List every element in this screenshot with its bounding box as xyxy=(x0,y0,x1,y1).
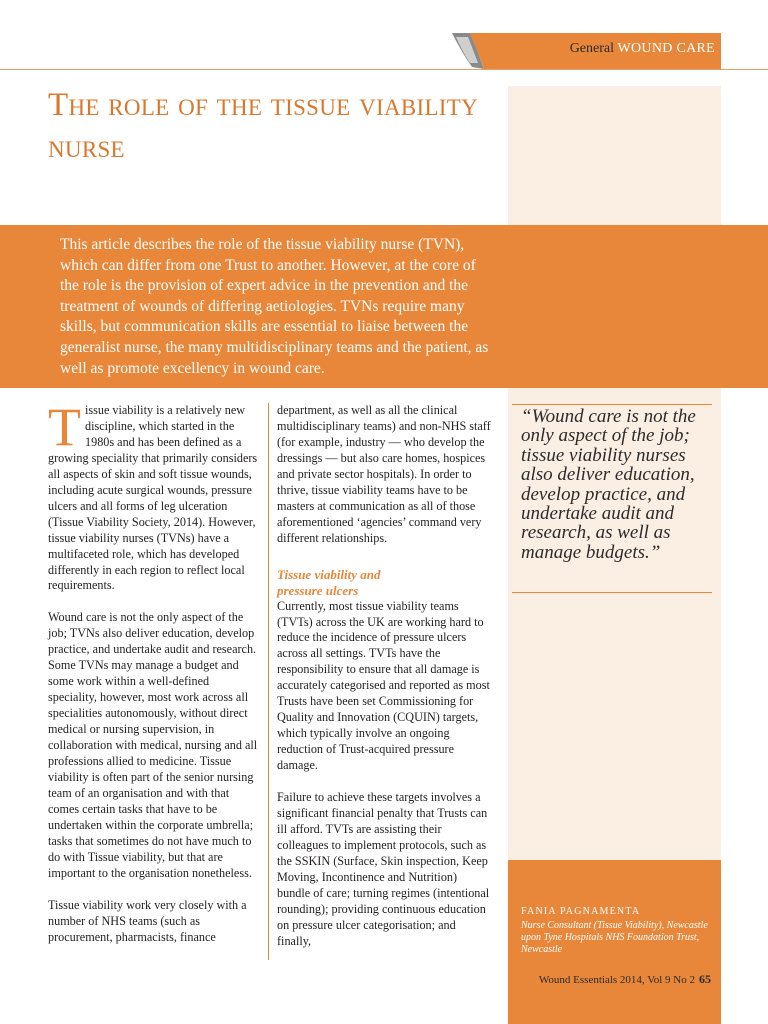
page-footer xyxy=(515,972,711,987)
body-paragraph: Tissue viability work very closely with a number of NHS teams (such as procurement, pharmacists, finance xyxy=(48,897,247,944)
paragraph-text: issue viability is a relatively new discipline, which started in the 1980s and has been defined as a growing speciality that primarily considers all aspects of skin and soft tissue wounds, including acute surgical wounds, pressure ulcers and all forms of leg ulceration (Tissue Viability Society, 2014). However, tissue viability nurses (TVNs) have a multifaceted role, which has developed differently in each region to reflect local requirements. xyxy=(48,403,258,593)
quote-rule-top xyxy=(512,404,712,405)
page-curl-icon xyxy=(452,33,484,69)
section-subheading: Tissue viability and pressure ulcers xyxy=(277,566,381,598)
abstract-text: This article describes the role of the tissue viability nurse (TVN), which can differ from one Trust to another. However, at the core of the role is the provision of expert advice in the prevention and the treatment of wounds of differing aetiologies. TVNs require many skills, but communication skills are essential to liaise between the generalist nurse, the many multidisciplinary teams and the patient, as well as promote excellency in wound care. xyxy=(60,236,489,377)
section-name: General xyxy=(569,41,614,56)
section-label xyxy=(490,41,715,57)
article-title: The role of the tissue viability nurse xyxy=(48,87,479,165)
body-paragraph xyxy=(48,397,260,594)
quote-rule-bottom xyxy=(512,592,712,593)
author-name: FANIA PAGNAMENTA xyxy=(521,906,641,917)
column-divider xyxy=(268,403,269,960)
header-rule xyxy=(0,69,768,70)
body-paragraph: Currently, most tissue viability teams (TVTs) across the UK are working hard to reduce the incidence of pressure ulcers across all settings. TVTs have the responsibility to ensure that all damage is accurately categorised and reported as most Trusts have been set Commissioning for Quality and Innovation (CQUIN) targets, which typically involve an ongoing reduction of Trust-acquired pressure damage. xyxy=(277,598,490,773)
body-column-1 xyxy=(48,397,260,962)
author-affiliation: Nurse Consultant (Tissue Viability), Newcastle upon Tyne Hospitals NHS Foundation Trust, Newcastle xyxy=(521,920,708,955)
body-paragraph: department, as well as all the clinical multidisciplinary teams) and non-NHS staff (for example, industry — who develop the dressings — but also care homes, hospices and private sector hospitals). In order to thrive, tissue viability teams have to be masters at communication as all of those aforementioned ‘agencies’ command very different relationships. xyxy=(277,403,491,545)
body-paragraph: Wound care is not the only aspect of the job; TVNs also deliver education, develop practice, and undertake audit and research. Some TVNs may manage a budget and some work within a well-defined speciality, however, most work across all specialities autonomously, without direct medical or nursing supervision, in collaboration with medical, nursing and all professions allied to medicine. Tissue viability is often part of the senior nursing team of an organisation and with that comes certain tasks that have to be undertaken within the corporate umbrella; tasks that sometimes do not have much to do with Tissue viability, but that are important to the organisation nonetheless. xyxy=(48,610,258,880)
pull-quote: “Wound care is not the only aspect of the job; tissue viability nurses also deliver education, develop practice, and undertake audit and research, as well as manage budgets.” xyxy=(521,406,696,563)
category-name: WOUND CARE xyxy=(617,41,715,56)
journal-citation: Wound Essentials 2014, Vol 9 No 2 xyxy=(538,974,695,986)
page-number: 65 xyxy=(699,972,711,986)
drop-cap: T xyxy=(48,397,81,457)
body-column-2 xyxy=(277,403,491,966)
body-paragraph: Failure to achieve these targets involves a significant financial penalty that Trusts can ill afford. TVTs are assisting their colleagues to implement protocols, such as the SSKIN (Surface, Skin inspection, Keep Moving, Incontinence and Nutrition) bundle of care; turning regimes (intentional rounding); providing continuous education on pressure ulcer categorisation; and finally, xyxy=(277,790,490,948)
